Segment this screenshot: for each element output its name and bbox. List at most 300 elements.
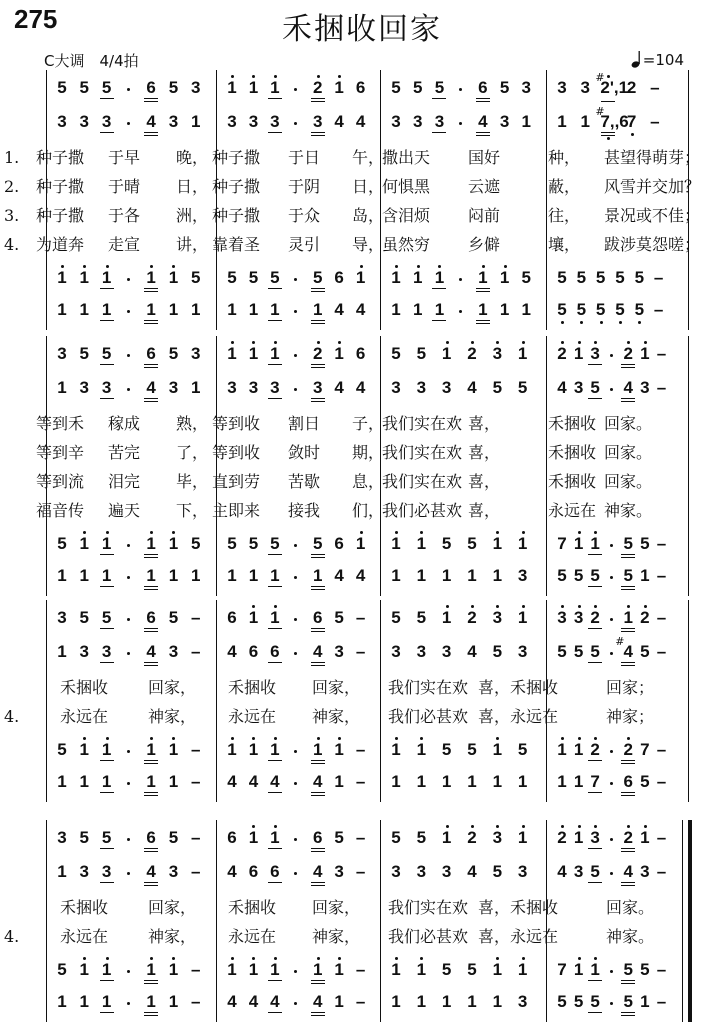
- high-octave-dot: [504, 265, 507, 268]
- beam-line-double: [621, 795, 635, 796]
- rhythm-dot: [610, 652, 613, 655]
- rhythm-dot: [610, 576, 613, 579]
- note: 3: [101, 642, 112, 661]
- note: 6: [227, 828, 237, 847]
- beam-line: [311, 320, 325, 321]
- note: 5: [101, 78, 112, 97]
- note: 3: [391, 642, 401, 661]
- high-octave-dot: [471, 825, 474, 828]
- dash-mark: –: [190, 960, 201, 979]
- note: 1: [270, 300, 280, 319]
- note: 3: [517, 566, 528, 585]
- verse-number: 1.: [4, 148, 20, 167]
- note: 1: [573, 740, 584, 759]
- note: 1: [517, 828, 528, 847]
- high-octave-dot: [231, 75, 234, 78]
- lyric-line: [0, 705, 724, 729]
- note: 1: [492, 992, 503, 1011]
- lyric-word: 福音传: [36, 501, 85, 520]
- rhythm-dot: [610, 544, 613, 547]
- high-octave-dot: [395, 737, 398, 740]
- note: 1: [492, 772, 503, 791]
- barline: [688, 336, 689, 596]
- high-octave-dot: [106, 737, 109, 740]
- note: 1: [517, 534, 528, 553]
- note: 4: [146, 862, 156, 881]
- note: 4: [248, 772, 259, 791]
- low-octave-dot: [619, 321, 622, 324]
- lyric-word: 日，: [352, 177, 385, 196]
- key-signature: C大调 4/4拍: [44, 52, 139, 70]
- rhythm-dot: [127, 122, 130, 125]
- dash-mark: –: [355, 740, 366, 759]
- note: 1: [101, 740, 112, 759]
- note: 5: [623, 534, 634, 553]
- beam-line: [476, 288, 490, 289]
- note: 5: [391, 78, 401, 97]
- beam-line-double: [144, 101, 158, 102]
- beam-line: [100, 288, 114, 289]
- beam-line: [311, 554, 325, 555]
- note: 4: [146, 378, 156, 397]
- lyric-word: 割日: [288, 414, 321, 433]
- note: 1: [521, 300, 532, 319]
- high-octave-dot: [106, 957, 109, 960]
- note: 5: [441, 960, 452, 979]
- dash-mark: –: [656, 828, 667, 847]
- dash-mark: –: [656, 566, 667, 585]
- note: 5: [227, 534, 237, 553]
- note: 3: [492, 608, 503, 627]
- note: 1: [312, 566, 323, 585]
- note: 1: [434, 300, 445, 319]
- barline: [380, 70, 381, 330]
- rhythm-dot: [127, 782, 130, 785]
- note: 5: [79, 608, 90, 627]
- rhythm-dot: [459, 278, 462, 281]
- note: 5: [391, 828, 401, 847]
- lyric-word: 回家，: [148, 678, 197, 697]
- dash-mark: –: [656, 642, 667, 661]
- barline: [546, 820, 547, 1022]
- note: 3: [517, 642, 528, 661]
- beam-line: [588, 980, 602, 981]
- note: 3: [334, 642, 344, 661]
- beam-line: [144, 792, 158, 793]
- note: 5: [590, 642, 600, 661]
- high-octave-dot: [446, 825, 449, 828]
- note: 3: [557, 78, 567, 97]
- note: 1: [441, 828, 452, 847]
- note: 3: [557, 608, 567, 627]
- note: 5: [168, 344, 179, 363]
- lyric-word: 禾捆收: [548, 472, 597, 491]
- lyric-word: 蔽，: [548, 177, 581, 196]
- note: 1: [441, 566, 452, 585]
- dash-mark: –: [656, 992, 667, 1011]
- high-octave-dot: [274, 605, 277, 608]
- note: 1: [101, 566, 112, 585]
- beam-line-double: [311, 631, 325, 632]
- beam-line: [311, 760, 325, 761]
- note: 1: [79, 960, 90, 979]
- note: 5: [634, 300, 645, 319]
- rhythm-dot: [294, 88, 297, 91]
- note: 1: [168, 566, 179, 585]
- lyric-word: 我们实在欢: [382, 414, 463, 433]
- beam-line: [432, 132, 446, 133]
- rhythm-dot: [610, 872, 613, 875]
- high-octave-dot: [395, 957, 398, 960]
- note: 5: [79, 344, 90, 363]
- rhythm-dot: [459, 88, 462, 91]
- beam-line-double: [621, 885, 635, 886]
- beam-line: [268, 882, 282, 883]
- note: 4: [355, 112, 366, 131]
- lyric-word: 于晴: [108, 177, 141, 196]
- rhythm-dot: [127, 970, 130, 973]
- note: 1: [557, 112, 567, 131]
- note: 1: [492, 960, 503, 979]
- barline: [46, 70, 47, 330]
- barline: [46, 336, 47, 596]
- lyric-word: 靠着圣: [212, 235, 261, 254]
- note: 5: [467, 740, 477, 759]
- note: 1: [168, 992, 179, 1011]
- note: 5: [227, 268, 237, 287]
- lyric-word: 回家。: [604, 414, 653, 433]
- beam-line: [100, 586, 114, 587]
- note: 1: [57, 378, 67, 397]
- note: 2: [623, 344, 634, 363]
- low-octave-dot: [638, 321, 641, 324]
- note: 1: [146, 960, 156, 979]
- barline: [216, 600, 217, 802]
- note: 4: [467, 378, 477, 397]
- note: 1: [248, 344, 259, 363]
- high-octave-dot: [578, 957, 581, 960]
- note: 1: [312, 740, 323, 759]
- note: 5: [101, 828, 112, 847]
- note: 5: [492, 862, 503, 881]
- note: 5: [557, 566, 567, 585]
- note: 5: [640, 960, 650, 979]
- note: 1: [416, 992, 427, 1011]
- beam-line: [144, 554, 158, 555]
- beam-line: [311, 132, 325, 133]
- note: 5: [573, 642, 584, 661]
- lyric-word: 永远在: [228, 707, 277, 726]
- note: 1: [270, 344, 280, 363]
- lyric-word: 种，: [548, 148, 581, 167]
- beam-line: [100, 628, 114, 629]
- beam-line: [311, 288, 325, 289]
- note: 1: [334, 78, 344, 97]
- lyric-line: [0, 925, 724, 949]
- note: 1: [557, 772, 567, 791]
- note: 4: [355, 300, 366, 319]
- note: 1: [467, 992, 477, 1011]
- lyric-word: 回家。: [604, 472, 653, 491]
- dash-mark: –: [656, 534, 667, 553]
- high-octave-dot: [644, 341, 647, 344]
- note: 5: [270, 268, 280, 287]
- high-octave-dot: [317, 737, 320, 740]
- high-octave-dot: [360, 265, 363, 268]
- note: 1: [57, 268, 67, 287]
- note: 3: [573, 862, 584, 881]
- lyric-word: 泪完: [108, 472, 141, 491]
- lyric-word: 喜，: [468, 414, 501, 433]
- note: 6: [478, 78, 488, 97]
- lyric-word: 回家，: [312, 898, 361, 917]
- beam-line: [144, 628, 158, 629]
- note: 7,,6: [600, 112, 629, 131]
- dash-mark: –: [656, 960, 667, 979]
- note: 5: [57, 78, 67, 97]
- beam-line: [311, 792, 325, 793]
- lyric-word: 洲，: [176, 206, 209, 225]
- beam-line: [144, 132, 158, 133]
- lyric-word: 神家，: [312, 707, 361, 726]
- note: 1: [146, 992, 156, 1011]
- beam-line: [268, 980, 282, 981]
- note: 1: [227, 78, 237, 97]
- rhythm-dot: [127, 838, 130, 841]
- high-octave-dot: [578, 737, 581, 740]
- high-octave-dot: [417, 265, 420, 268]
- note: 1: [441, 772, 452, 791]
- note: 3: [227, 378, 237, 397]
- note: 3: [190, 344, 201, 363]
- high-octave-dot: [561, 341, 564, 344]
- rhythm-dot: [294, 872, 297, 875]
- note: 5: [557, 268, 567, 287]
- tempo-marking: [631, 50, 684, 69]
- note: 1: [57, 992, 67, 1011]
- note: 5: [623, 992, 634, 1011]
- dash-mark: –: [653, 268, 664, 287]
- low-octave-dot: [561, 321, 564, 324]
- beam-line-double: [144, 291, 158, 292]
- note: 1: [492, 534, 503, 553]
- note: 3: [517, 862, 528, 881]
- rhythm-dot: [610, 1002, 613, 1005]
- beam-line: [621, 398, 635, 399]
- lyric-word: 含泪烦: [382, 206, 431, 225]
- note: 3: [79, 378, 90, 397]
- beam-line: [621, 882, 635, 883]
- note: 3: [416, 378, 427, 397]
- rhythm-dot: [127, 576, 130, 579]
- note: 4: [227, 992, 237, 1011]
- beam-line: [588, 398, 602, 399]
- note: 3: [57, 112, 67, 131]
- lyric-word: 种子撒: [212, 206, 261, 225]
- lyric-word: 毕，: [176, 472, 209, 491]
- note: 6: [312, 828, 323, 847]
- note: 1: [101, 960, 112, 979]
- lyric-word: 跋涉莫怨嗟；: [604, 235, 701, 254]
- note: 1: [334, 992, 344, 1011]
- note: 1: [391, 772, 401, 791]
- beam-line-double: [621, 557, 635, 558]
- note: 1: [391, 566, 401, 585]
- note: 1: [517, 344, 528, 363]
- lyric-word: 种子撒: [36, 148, 85, 167]
- note: 3: [640, 862, 650, 881]
- beam-line: [311, 364, 325, 365]
- note: 1: [168, 300, 179, 319]
- note: 1: [101, 992, 112, 1011]
- beam-line: [268, 1012, 282, 1013]
- lyric-word: 乡僻: [468, 235, 501, 254]
- note: 6: [355, 78, 366, 97]
- note: 1: [101, 772, 112, 791]
- rhythm-dot: [127, 388, 130, 391]
- rhythm-dot: [127, 1002, 130, 1005]
- dash-mark: –: [656, 740, 667, 759]
- high-octave-dot: [395, 531, 398, 534]
- note: 1: [146, 740, 156, 759]
- note: 1: [101, 534, 112, 553]
- treble-line: [0, 71, 724, 102]
- note: 1: [492, 566, 503, 585]
- lyric-word: 讲，: [176, 235, 209, 254]
- lyric-word: 禾捆收: [228, 898, 277, 917]
- beam-line: [100, 554, 114, 555]
- note: 2: [557, 828, 567, 847]
- note: 1: [168, 772, 179, 791]
- dash-mark: –: [355, 608, 366, 627]
- beam-line: [268, 792, 282, 793]
- high-octave-dot: [644, 825, 647, 828]
- beam-line: [588, 848, 602, 849]
- note: 1: [79, 300, 90, 319]
- beam-line: [144, 398, 158, 399]
- note: 2: [312, 78, 323, 97]
- note: 3: [57, 344, 67, 363]
- lyric-word: 于各: [108, 206, 141, 225]
- lyric-word: 等到收: [212, 443, 261, 462]
- lyric-word: 种子撒: [212, 148, 261, 167]
- treble-line: [0, 860, 724, 886]
- lyric-line: [0, 146, 724, 170]
- note: 1: [434, 268, 445, 287]
- note: 1: [227, 300, 237, 319]
- bass-line: [0, 738, 724, 764]
- note: 1: [270, 608, 280, 627]
- beam-line: [268, 662, 282, 663]
- note: 5: [557, 992, 567, 1011]
- dash-mark: –: [656, 862, 667, 881]
- note: 1: [573, 344, 584, 363]
- note: 6: [623, 772, 634, 791]
- high-octave-dot: [395, 265, 398, 268]
- beam-line: [311, 586, 325, 587]
- beam-line-double: [601, 135, 615, 136]
- lyric-line: [0, 896, 724, 920]
- note: 2: [467, 344, 477, 363]
- lyric-word: 我们必甚欢: [388, 927, 469, 946]
- note: 5: [441, 740, 452, 759]
- note: 1: [190, 378, 201, 397]
- beam-line: [268, 760, 282, 761]
- note: 1: [168, 268, 179, 287]
- beam-line: [268, 98, 282, 99]
- dash-mark: –: [650, 112, 660, 131]
- note: 4: [312, 772, 323, 791]
- beam-line: [476, 132, 490, 133]
- note: 1: [412, 300, 423, 319]
- note: 1: [573, 828, 584, 847]
- note: 5: [467, 534, 477, 553]
- high-octave-dot: [482, 265, 485, 268]
- note: 1: [640, 344, 650, 363]
- beam-line: [311, 398, 325, 399]
- rhythm-dot: [610, 750, 613, 753]
- beam-line: [100, 364, 114, 365]
- rhythm-dot: [127, 354, 130, 357]
- note: 1: [640, 828, 650, 847]
- note: 3: [492, 828, 503, 847]
- high-octave-dot: [578, 825, 581, 828]
- lyric-word: 为道奔: [36, 235, 85, 254]
- high-octave-dot: [274, 737, 277, 740]
- lyric-word: 们，: [352, 501, 385, 520]
- note: 5: [57, 534, 67, 553]
- lyric-word: 导，: [352, 235, 385, 254]
- lyric-word: 晚，: [176, 148, 209, 167]
- beam-line-double: [144, 631, 158, 632]
- note: 5: [312, 268, 323, 287]
- lyric-word: 国好: [468, 148, 501, 167]
- low-octave-dot: [580, 321, 583, 324]
- note: 1: [416, 960, 427, 979]
- bass-line: [0, 990, 724, 1016]
- dash-mark: –: [653, 300, 664, 319]
- high-octave-dot: [644, 605, 647, 608]
- barline: [216, 336, 217, 596]
- high-octave-dot: [561, 825, 564, 828]
- note: 5: [557, 642, 567, 661]
- high-octave-dot: [360, 531, 363, 534]
- lyric-word: 撒出天: [382, 148, 431, 167]
- beam-line: [144, 848, 158, 849]
- note: 3: [101, 862, 112, 881]
- note: 4: [312, 862, 323, 881]
- beam-line: [588, 1012, 602, 1013]
- note: 1: [557, 740, 567, 759]
- beam-line: [311, 1012, 325, 1013]
- note: 5: [391, 344, 401, 363]
- beam-line-double: [311, 401, 325, 402]
- beam-line-double: [476, 323, 490, 324]
- lyric-word: 喜，永远在: [478, 927, 559, 946]
- beam-line-double: [476, 291, 490, 292]
- lyric-word: 午，: [352, 148, 385, 167]
- note: 1: [248, 828, 259, 847]
- lyric-word: 稼成: [108, 414, 141, 433]
- high-octave-dot: [522, 605, 525, 608]
- beam-line: [311, 662, 325, 663]
- lyric-word: 于日: [288, 148, 321, 167]
- rhythm-dot: [294, 652, 297, 655]
- rhythm-dot: [610, 354, 613, 357]
- lyric-word: 种子撒: [212, 177, 261, 196]
- treble-line: [0, 826, 724, 852]
- beam-line: [588, 364, 602, 365]
